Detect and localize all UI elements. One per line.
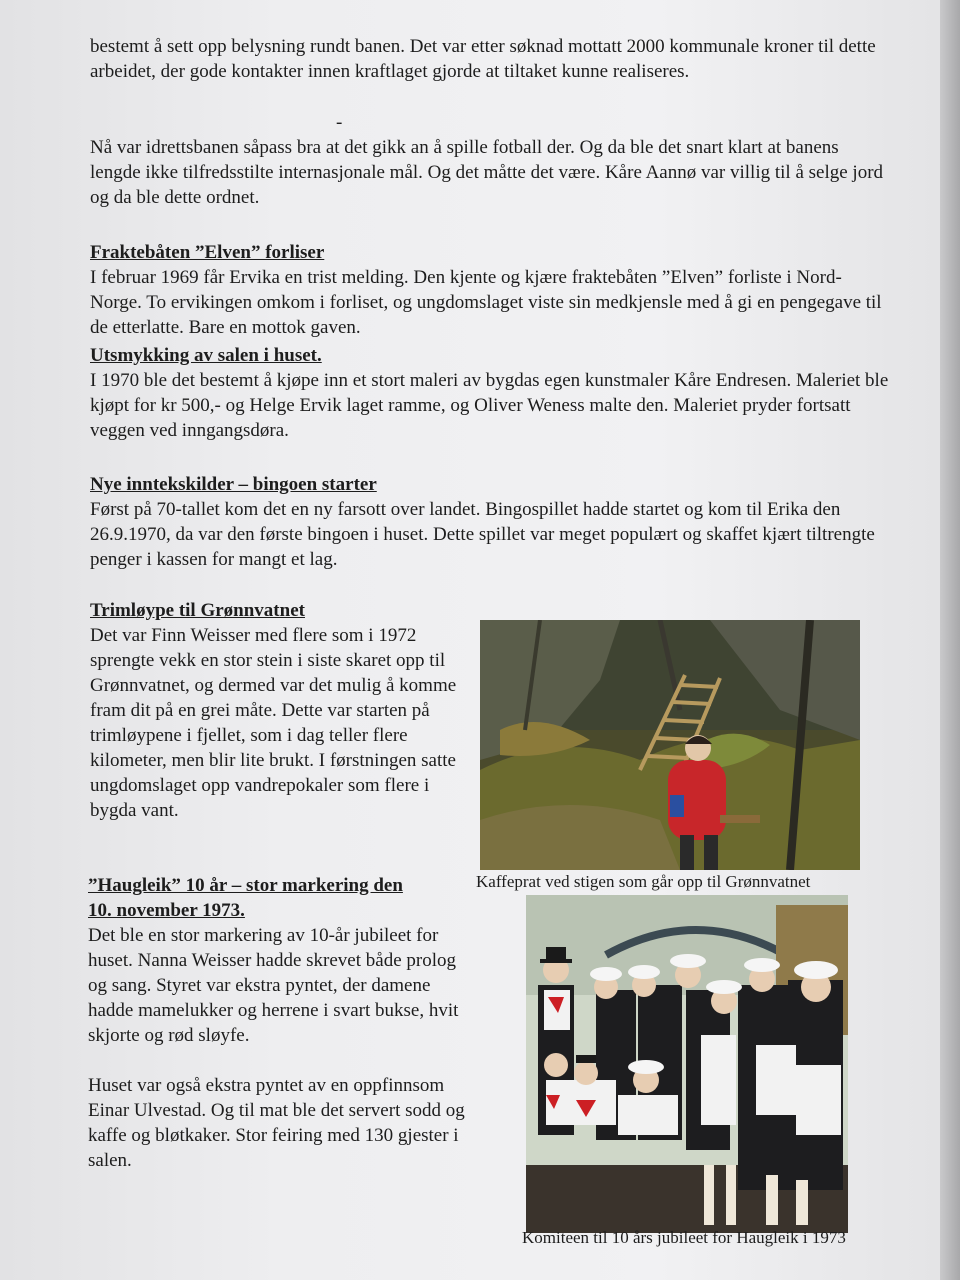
separator-dash: - (336, 112, 343, 133)
heading-haugleik-line2: 10. november 1973. (88, 900, 245, 921)
section-trim (90, 598, 460, 823)
page-edge-shadow (940, 0, 960, 1280)
section-elven (90, 240, 890, 340)
section-utsmykking (90, 343, 890, 443)
heading-bingo: Nye inntekskilder – bingoen starter (90, 474, 377, 495)
paragraph-lighting: bestemt å sett opp belysning rundt banen. Det var etter søknad mottatt 2000 kommunale kroner til dette arbeidet, der gode kontakter innen kraftlaget gjorde at tiltaket kunne realiseres. (90, 36, 876, 82)
intro-paragraph (90, 34, 890, 84)
caption-ladder: Kaffeprat ved stigen som går opp til Grønnvatnet (476, 872, 811, 891)
heading-elven: Fraktebåten ”Elven” forliser (90, 242, 325, 263)
football-paragraph (90, 135, 890, 210)
paragraph-football: Nå var idrettsbanen såpass bra at det gikk an å spille fotball der. Og da ble det snart klart at banens lengde ikke tilfredsstilte internasjonale mål. Og det måtte det være. Kåre Aannø var villig til å selge jord og da ble dette ordnet. (90, 137, 884, 208)
caption-committee: Komiteen til 10 års jubileet for Haugleik i 1973 (522, 1228, 846, 1247)
heading-utsmykking: Utsmykking av salen i huset. (90, 345, 322, 366)
section-bingo (90, 472, 890, 572)
body-haugleik-1: Det ble en stor markering av 10-år jubileet for huset. Nanna Weisser hadde skrevet både prolog og sang. Styret var ekstra pyntet, der damene hadde mamelukker og herrene i svart bukse, hvit skjorte og rød sløyfe. (88, 925, 459, 1046)
photo-ladder (480, 620, 860, 870)
section-haugleik (88, 873, 473, 1173)
photo-committee (526, 895, 848, 1233)
heading-trim: Trimløype til Grønnvatnet (90, 600, 305, 621)
body-utsmykking: I 1970 ble det bestemt å kjøpe inn et stort maleri av bygdas egen kunstmaler Kåre Endresen. Maleriet ble kjøpt for kr 500,- og Helge Ervik laget ramme, og Oliver Weness malte den. Maleriet pryder fortsatt veggen ved inngangsdøra. (90, 370, 889, 441)
body-trim: Det var Finn Weisser med flere som i 1972 sprengte vekk en stor stein i siste skaret opp til Grønnvatnet, og dermed var det mulig å komme fram dit på en grei måte. Dette var starten på trimløypene i fjellet, som i dag teller flere kilometer, men blir lite brukt. I førstningen satte ungdomslaget opp vandrepokaler som flere i bygda vant. (90, 625, 457, 821)
body-haugleik-2: Huset var også ekstra pyntet av en oppfinnsom Einar Ulvestad. Og til mat ble det servert sodd og kaffe og bløtkaker. Stor feiring med 130 gjester i salen. (88, 1075, 465, 1171)
body-elven: I februar 1969 får Ervika en trist melding. Den kjente og kjære fraktebåten ”Elven” forliste i Nord-Norge. To ervikingen omkom i forliset, og ungdomslaget viste sin medkjensle med å gi en pengegave til de etterlatte. Bare en mottok gaven. (90, 267, 882, 338)
body-bingo: Først på 70-tallet kom det en ny farsott over landet. Bingospillet hadde startet og kom til Erika den 26.9.1970, da var den første bingoen i huset. Dette spillet var meget populært og skaffet kjært tiltrengte penger i kassen for mangt et lag. (90, 499, 875, 570)
heading-haugleik-line1: ”Haugleik” 10 år – stor markering den (88, 875, 403, 896)
